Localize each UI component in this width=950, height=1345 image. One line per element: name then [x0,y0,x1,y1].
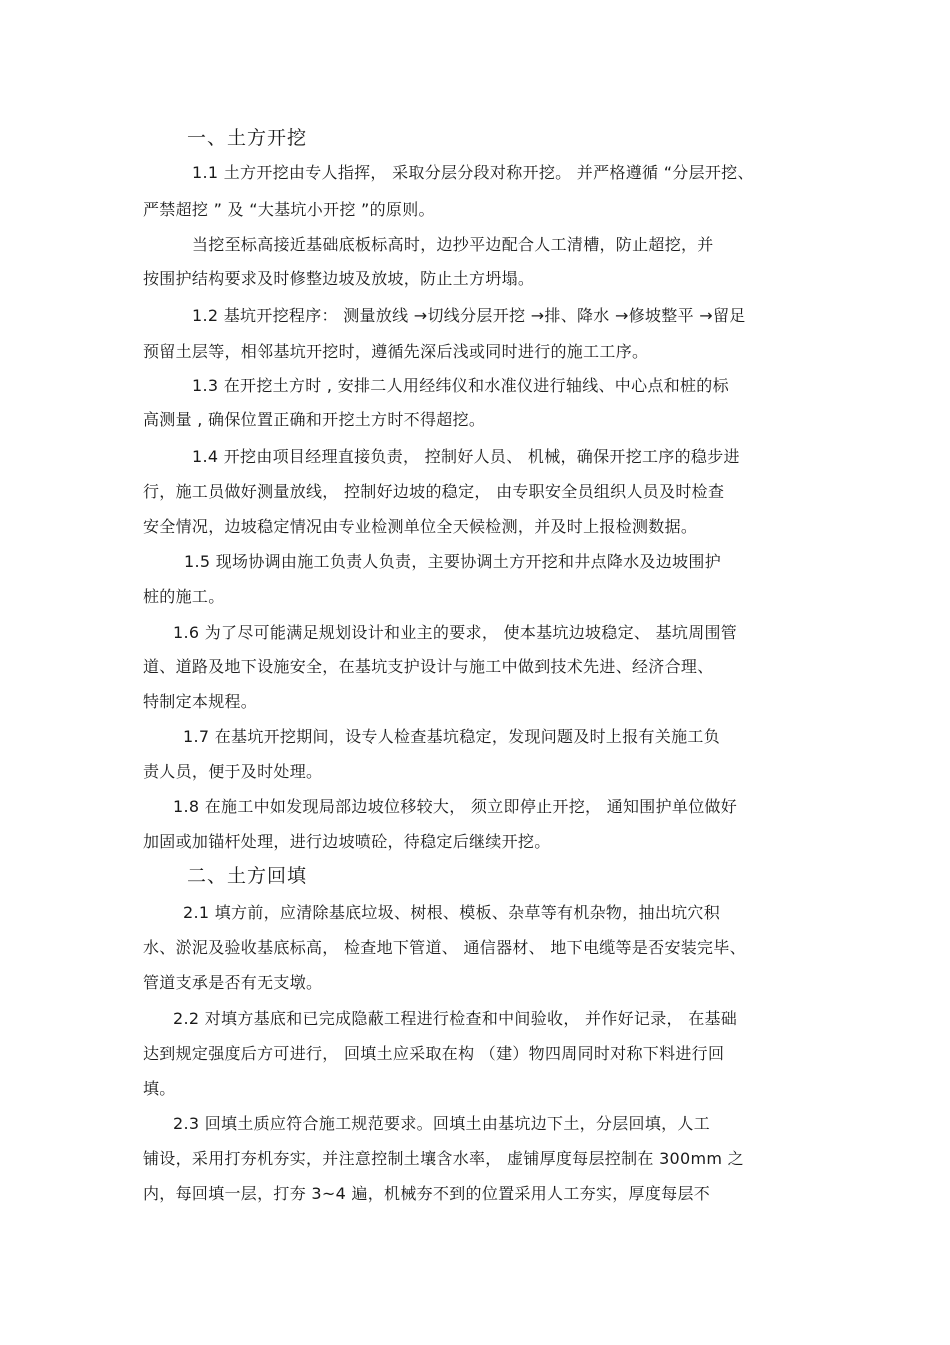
paragraph-line: 桩的施工。 [143,587,225,606]
paragraph-line: 道、道路及地下设施安全，在基坑支护设计与施工中做到技术先进、经济合理、 [143,657,714,676]
paragraph-line: 责人员，便于及时处理。 [143,762,323,781]
paragraph-line: 铺设，采用打夯机夯实，并注意控制土壤含水率， 虚铺厚度每层控制在 300mm 之 [143,1149,744,1168]
paragraph-line: 1.2 基坑开挖程序： 测量放线 →切线分层开挖 →排、降水 →修坡整平 →留足 [192,306,746,325]
paragraph-line: 安全情况，边坡稳定情况由专业检测单位全天候检测，并及时上报检测数据。 [143,517,698,536]
paragraph-line: 2.3 回填土质应符合施工规范要求。回填土由基坑边下土，分层回填，人工 [173,1114,711,1133]
paragraph-line: 管道支承是否有无支墩。 [143,973,323,992]
paragraph-line: 填。 [143,1079,176,1098]
section-heading: 一、土方开挖 [187,127,308,149]
paragraph-line: 高测量 , 确保位置正确和开挖土方时不得超挖。 [143,410,486,429]
paragraph-line: 1.8 在施工中如发现局部边坡位移较大， 须立即停止开挖， 通知围护单位做好 [173,797,738,816]
paragraph-line: 行，施工员做好测量放线， 控制好边坡的稳定， 由专职安全员组织人员及时检查 [143,482,725,501]
paragraph-line: 2.2 对填方基底和已完成隐蔽工程进行检查和中间验收， 并作好记录， 在基础 [173,1009,738,1028]
paragraph-line: 严禁超挖 ” 及 “大基坑小开挖 ”的原则。 [143,200,435,219]
paragraph-line: 2.1 填方前，应清除基底垃圾、树根、模板、杂草等有机杂物，抽出坑穴积 [183,903,721,922]
paragraph-line: 达到规定强度后方可进行， 回填土应采取在构 （建）物四周同时对称下料进行回 [143,1044,725,1063]
paragraph-line: 当挖至标高接近基础底板标高时，边抄平边配合人工清槽，防止超挖，并 [192,235,714,254]
paragraph-line: 1.3 在开挖土方时 , 安排二人用经纬仪和水准仪进行轴线、中心点和桩的标 [192,376,729,395]
paragraph-line: 内，每回填一层，打夯 3~4 遍，机械夯不到的位置采用人工夯实，厚度每层不 [143,1184,711,1203]
paragraph-line: 预留土层等，相邻基坑开挖时，遵循先深后浅或同时进行的施工工序。 [143,342,649,361]
paragraph-line: 1.1 土方开挖由专人指挥， 采取分层分段对称开挖。 并严格遵循 “分层开挖、 [192,163,754,182]
paragraph-line: 1.7 在基坑开挖期间，设专人检查基坑稳定，发现问题及时上报有关施工负 [183,727,721,746]
paragraph-line: 1.5 现场协调由施工负责人负责，主要协调土方开挖和井点降水及边坡围护 [184,552,722,571]
paragraph-line: 特制定本规程。 [143,692,258,711]
section-heading: 二、土方回填 [187,865,308,887]
paragraph-line: 1.4 开挖由项目经理直接负责， 控制好人员、 机械，确保开挖工序的稳步进 [192,447,740,466]
paragraph-line: 加固或加锚杆处理，进行边坡喷砼，待稳定后继续开挖。 [143,832,551,851]
paragraph-line: 水、淤泥及验收基底标高， 检查地下管道、 通信器材、 地下电缆等是否安装完毕、 [143,938,746,957]
paragraph-line: 按围护结构要求及时修整边坡及放坡，防止土方坍塌。 [143,269,535,288]
paragraph-line: 1.6 为了尽可能满足规划设计和业主的要求， 使本基坑边坡稳定、 基坑周围管 [173,623,738,642]
